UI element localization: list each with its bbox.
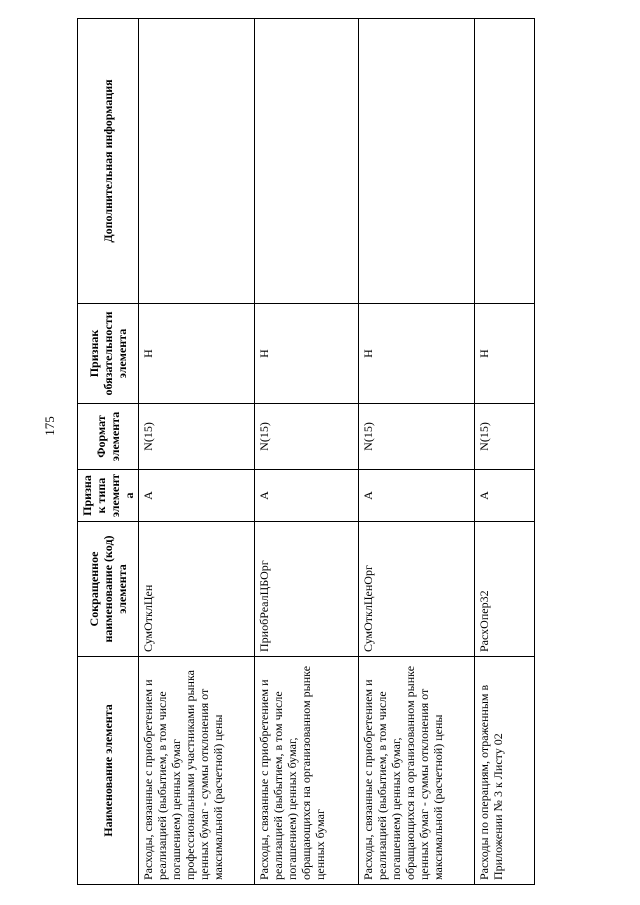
cell-element-name: Расходы, связанные с приобретением и реализацией (выбытием, в том числе погашением) ценных бумаг, обращающихся на организованном рынке ценных бумаг xyxy=(255,657,359,885)
cell-element-required: Н xyxy=(475,304,535,404)
header-element-code: Сокращенное наименование (код) элемента xyxy=(78,522,139,657)
cell-additional-info xyxy=(475,19,535,304)
cell-element-code: РасхОпер32 xyxy=(475,522,535,657)
cell-additional-info xyxy=(255,19,359,304)
table-row xyxy=(255,19,359,885)
rotated-table-container xyxy=(77,19,505,885)
cell-element-code: СумОтклЦенОрг xyxy=(359,522,475,657)
cell-additional-info xyxy=(359,19,475,304)
cell-element-code: ПриобРеалЦБОрг xyxy=(255,522,359,657)
cell-element-type: А xyxy=(475,470,535,522)
cell-element-format: N(15) xyxy=(359,404,475,470)
header-element-type: Признак типа элемента xyxy=(78,470,139,522)
header-element-required: Признак обязательности элемента xyxy=(78,304,139,404)
cell-element-format: N(15) xyxy=(255,404,359,470)
header-additional-info: Дополнительная информация xyxy=(78,19,139,304)
cell-element-name: Расходы, связанные с приобретением и реализацией (выбытием, в том числе погашением) ценных бумаг профессиональными участниками рынка ценных бумаг - суммы отклонения от максимальной (расчетной) цены xyxy=(139,657,255,885)
cell-element-format: N(15) xyxy=(475,404,535,470)
cell-element-format: N(15) xyxy=(139,404,255,470)
table-row xyxy=(359,19,475,885)
header-element-name: Наименование элемента xyxy=(78,657,139,885)
page-number: 175 xyxy=(42,416,57,436)
header-element-format: Формат элемента xyxy=(78,404,139,470)
cell-element-required: Н xyxy=(255,304,359,404)
cell-element-required: Н xyxy=(359,304,475,404)
table-row xyxy=(139,19,255,885)
table-header-row xyxy=(78,19,139,885)
cell-element-required: Н xyxy=(139,304,255,404)
cell-additional-info xyxy=(139,19,255,304)
cell-element-type: А xyxy=(255,470,359,522)
cell-element-code: СумОтклЦен xyxy=(139,522,255,657)
table-row xyxy=(475,19,535,885)
cell-element-name: Расходы по операциям, отраженным в Приложении № 3 к Листу 02 xyxy=(475,657,535,885)
elements-table xyxy=(77,18,535,885)
cell-element-type: А xyxy=(359,470,475,522)
cell-element-name: Расходы, связанные с приобретением и реализацией (выбытием, в том числе погашением) ценных бумаг, обращающихся на организованном рынке ценных бумаг - суммы отклонения от максимальной (расчетной) цены xyxy=(359,657,475,885)
cell-element-type: А xyxy=(139,470,255,522)
